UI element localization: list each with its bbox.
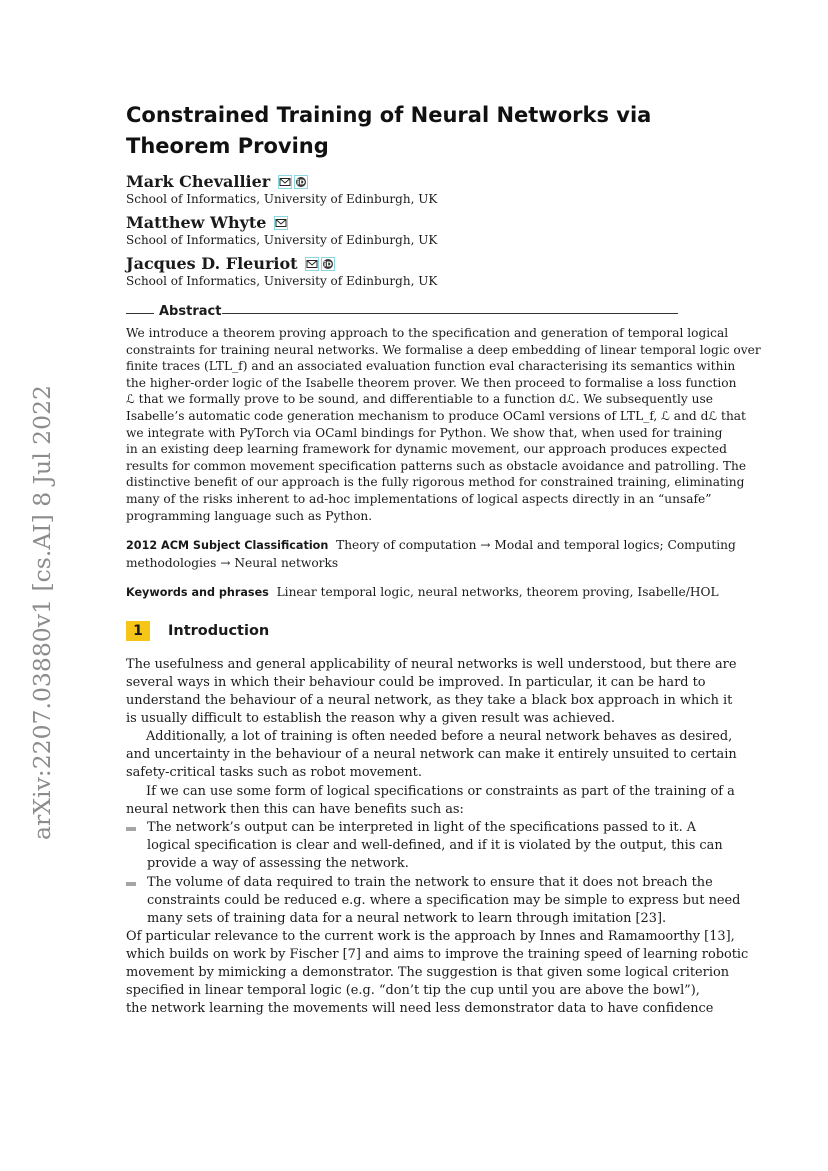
author-affiliation: School of Informatics, University of Edinburgh, UK — [126, 192, 438, 206]
envelope-icon[interactable] — [305, 257, 319, 271]
list-line: The volume of data required to train the network to ensure that it does not breach the — [147, 875, 713, 890]
body-paragraph — [126, 783, 735, 819]
acm-text-cont: methodologies → Neural networks — [126, 555, 339, 570]
abstract-label: Abstract — [159, 304, 222, 319]
arxiv-margin-tag — [8, 385, 68, 845]
list-line: provide a way of assessing the network. — [147, 856, 409, 871]
author-affiliation: School of Informatics, University of Edinburgh, UK — [126, 274, 438, 288]
body-paragraph — [126, 656, 737, 728]
abstract-line: many of the risks inherent to ad-hoc implementations of logical aspects directly in an “unsafe” — [126, 491, 712, 506]
body-line: several ways in which their behaviour could be improved. In particular, it can be hard to — [126, 675, 706, 690]
keywords-label: Keywords and phrases — [126, 586, 269, 599]
section-number: 1 — [126, 621, 150, 641]
body-line: which builds on work by Fischer [7] and aims to improve the training speed of learning robotic — [126, 947, 749, 962]
list-line: many sets of training data for a neural network to learn through imitation [23]. — [147, 911, 667, 926]
keywords — [126, 584, 719, 602]
author-name-text: Jacques D. Fleuriot — [126, 254, 298, 273]
envelope-icon[interactable] — [278, 175, 292, 189]
paper-title — [126, 100, 686, 162]
abstract-body — [126, 325, 761, 524]
abstract-line: results for common movement specification patterns such as obstacle avoidance and patrolling. The — [126, 458, 747, 473]
body-line: understand the behaviour of a neural network, as they take a black box approach in which it — [126, 693, 733, 708]
list-item — [126, 874, 741, 928]
acm-label: 2012 ACM Subject Classification — [126, 539, 329, 552]
bullet-marker — [126, 827, 136, 831]
body-line: The usefulness and general applicability of neural networks is well understood, but there are — [126, 657, 737, 672]
abstract-line: ℒ that we formally prove to be sound, and differentiable to a function dℒ. We subsequently use — [126, 392, 713, 407]
title-line: Constrained Training of Neural Networks via — [126, 103, 652, 127]
abstract-line: constraints for training neural networks. We formalise a deep embedding of linear temporal logic over — [126, 342, 761, 357]
svg-text:iD: iD — [296, 178, 305, 187]
author-affiliation: School of Informatics, University of Edinburgh, UK — [126, 233, 438, 247]
abstract-rule-right — [222, 313, 678, 314]
abstract-line: distinctive benefit of our approach is the fully rigorous method for constrained training, eliminating — [126, 475, 745, 490]
list-line: constraints could be reduced e.g. where a specification may be simple to express but need — [147, 893, 741, 908]
abstract-line: finite traces (LTL_f) and an associated evaluation function eval characterising its semantics within — [126, 359, 736, 374]
keywords-text: Linear temporal logic, neural networks, theorem proving, Isabelle/HOL — [276, 585, 719, 599]
body-line: If we can use some form of logical specifications or constraints as part of the training of a — [146, 784, 735, 799]
bullet-marker — [126, 882, 136, 886]
author-name — [126, 254, 335, 273]
author-name — [126, 172, 308, 191]
author-name — [126, 213, 288, 232]
orcid-icon[interactable] — [321, 257, 335, 271]
list-line: logical specification is clear and well-defined, and if it is violated by the output, this can — [147, 838, 723, 853]
abstract-rule-left — [126, 313, 154, 314]
author-name-text: Matthew Whyte — [126, 213, 267, 232]
body-line: and uncertainty in the behaviour of a neural network can make it entirely unsuited to certain — [126, 747, 737, 762]
author-name-text: Mark Chevallier — [126, 172, 271, 191]
section-title: Introduction — [168, 623, 270, 639]
body-line: specified in linear temporal logic (e.g. “don’t tip the cup until you are above the bowl”), — [126, 983, 700, 998]
body-line: the network learning the movements will need less demonstrator data to have confidence — [126, 1001, 714, 1016]
envelope-icon[interactable] — [274, 216, 288, 230]
body-line: Additionally, a lot of training is often needed before a neural network behaves as desired, — [146, 729, 733, 744]
arxiv-id-text: arXiv:2207.03880v1 [cs.AI] 8 Jul 2022 — [28, 385, 56, 840]
orcid-icon[interactable] — [294, 175, 308, 189]
body-line: safety-critical tasks such as robot movement. — [126, 765, 422, 780]
body-paragraph — [126, 928, 749, 1018]
abstract-header — [126, 304, 678, 322]
acm-classification — [126, 537, 736, 571]
body-line: is usually difficult to establish the reason why a given result was achieved. — [126, 711, 616, 726]
acm-text: Theory of computation → Modal and temporal logics; Computing — [336, 538, 736, 552]
body-line: Of particular relevance to the current work is the approach by Innes and Ramamoorthy [13], — [126, 929, 735, 944]
abstract-line: We introduce a theorem proving approach to the specification and generation of temporal logical — [126, 326, 729, 340]
svg-text:iD: iD — [324, 260, 333, 269]
title-line: Theorem Proving — [126, 134, 329, 158]
list-line: The network’s output can be interpreted in light of the specifications passed to it. A — [147, 820, 697, 835]
abstract-line: the higher-order logic of the Isabelle theorem prover. We then proceed to formalise a loss function — [126, 375, 737, 390]
body-line: movement by mimicking a demonstrator. The suggestion is that given some logical criterion — [126, 965, 730, 980]
body-line: neural network then this can have benefits such as: — [126, 802, 464, 817]
abstract-line: programming language such as Python. — [126, 508, 373, 523]
abstract-line: we integrate with PyTorch via OCaml bindings for Python. We show that, when used for training — [126, 425, 723, 440]
abstract-line: in an existing deep learning framework for dynamic movement, our approach produces expected — [126, 442, 727, 457]
abstract-line: Isabelle’s automatic code generation mechanism to produce OCaml versions of LTL_f, ℒ and dℒ that — [126, 408, 746, 423]
list-item — [126, 819, 723, 873]
body-paragraph — [126, 728, 737, 782]
